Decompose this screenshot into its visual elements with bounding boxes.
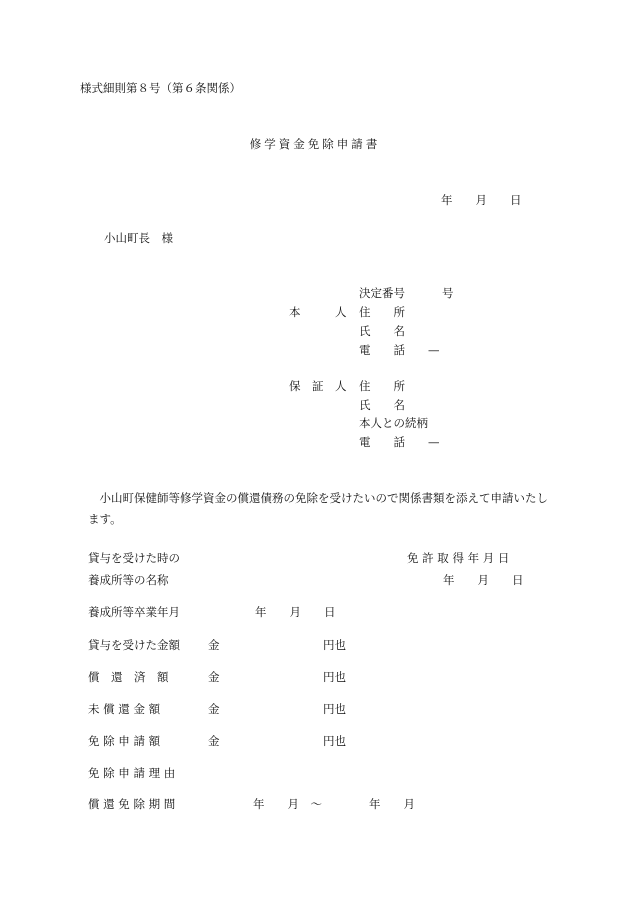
decision-number-label: 決定番号 (359, 286, 405, 300)
exemption-period-from: 年 月 〜 (253, 797, 322, 811)
exemption-reason-label: 免 除 申 請 理 由 (88, 766, 176, 780)
unpaid-amount-label: 未 償 還 金 額 (88, 702, 161, 716)
unpaid-amount-prefix: 金 (208, 702, 220, 716)
addressee: 小山町長 様 (104, 231, 173, 245)
exemption-amount-label: 免 除 申 請 額 (88, 734, 161, 748)
date-line: 年 月 日 (441, 193, 522, 207)
guarantor-relationship-label: 本人との続柄 (359, 416, 428, 430)
guarantor-address-label: 住 所 (359, 379, 405, 393)
guarantor-name-label: 氏 名 (359, 398, 405, 412)
guarantor-phone-dash: — (428, 435, 440, 449)
loan-amount-suffix: 円也 (323, 638, 346, 652)
exemption-period-label: 償 還 免 除 期 間 (88, 797, 176, 811)
applicant-phone-dash: — (428, 343, 440, 357)
document-title: 修学資金免除申請書 (249, 137, 381, 151)
form-number: 様式細則第８号（第６条関係） (80, 81, 241, 95)
decision-number-suffix: 号 (442, 286, 454, 300)
license-date-label: 免 許 取 得 年 月 日 (407, 551, 510, 565)
applicant-phone-label: 電 話 (359, 343, 405, 357)
license-date-value: 年 月 日 (443, 573, 524, 587)
exemption-amount-suffix: 円也 (323, 734, 346, 748)
school-name-label-line2: 養成所等の名称 (88, 573, 169, 587)
school-name-label-line1: 貸与を受けた時の (88, 551, 180, 565)
applicant-role-label: 本 人 (289, 305, 347, 319)
guarantor-role-label: 保 証 人 (289, 379, 347, 393)
loan-amount-prefix: 金 (208, 638, 220, 652)
loan-amount-label: 貸与を受けた金額 (88, 638, 180, 652)
exemption-period-to: 年 月 (369, 797, 415, 811)
repaid-amount-prefix: 金 (208, 670, 220, 684)
applicant-address-label: 住 所 (359, 305, 405, 319)
exemption-amount-prefix: 金 (208, 734, 220, 748)
repaid-amount-suffix: 円也 (323, 670, 346, 684)
application-statement: 小山町保健師等修学資金の償還債務の免除を受けたいので関係書類を添えて申請いたします。 (88, 491, 548, 526)
applicant-name-label: 氏 名 (359, 324, 405, 338)
guarantor-phone-label: 電 話 (359, 435, 405, 449)
graduation-value: 年 月 日 (255, 605, 336, 619)
unpaid-amount-suffix: 円也 (323, 702, 346, 716)
graduation-label: 養成所等卒業年月 (88, 605, 180, 619)
repaid-amount-label: 償 還 済 額 (88, 670, 169, 684)
